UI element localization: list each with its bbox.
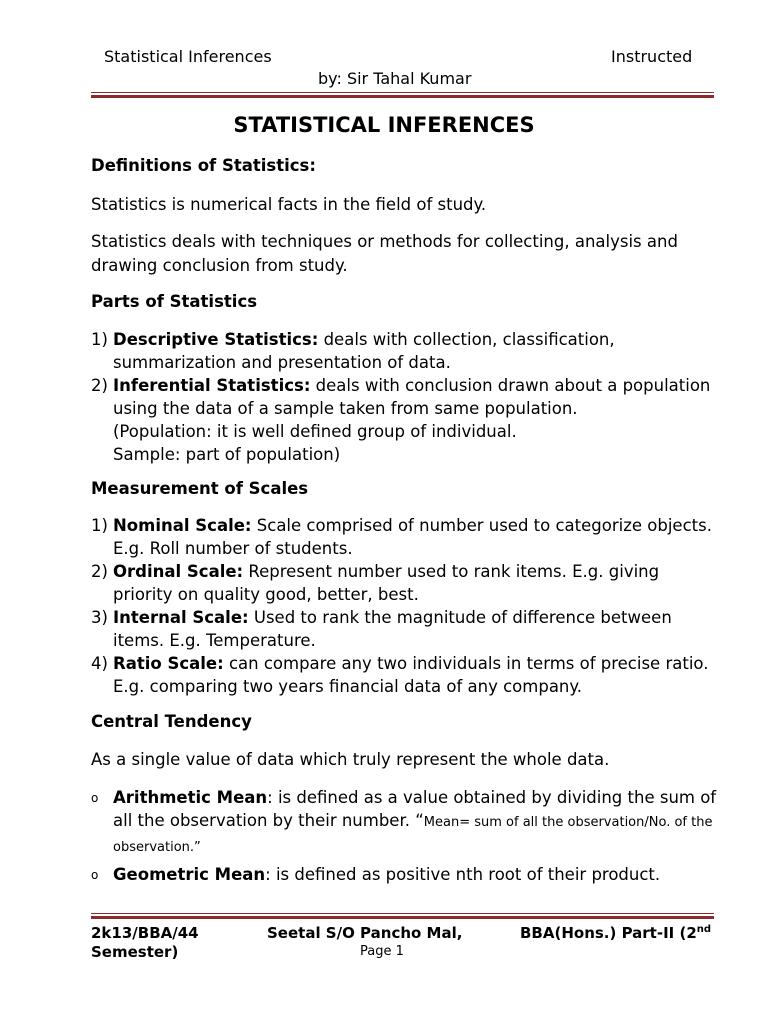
item-text: Scale comprised of number used to categorize objects. E.g. Roll number of students. [113, 516, 712, 558]
list-item [91, 652, 721, 698]
item-number: 1) [91, 330, 108, 349]
list-item [91, 863, 721, 886]
footer-author-name: Seetal S/O Pancho Mal, [267, 924, 463, 942]
item-term: Nominal Scale: [113, 516, 252, 535]
list-item [91, 374, 721, 466]
footer-course: BBA(Hons.) Part-II (2nd [520, 924, 712, 942]
item-small-text: Mean= sum of all the observation/No. of the observation.” [113, 815, 713, 855]
item-number: 2) [91, 562, 108, 581]
header-author: by: Sir Tahal Kumar [318, 69, 472, 88]
scales-heading: Measurement of Scales [91, 479, 309, 498]
page-number: Page 1 [360, 944, 404, 959]
item-term: Ordinal Scale: [113, 562, 244, 581]
item-term: Internal Scale: [113, 608, 249, 627]
page-title: STATISTICAL INFERENCES [233, 113, 535, 137]
list-item [91, 786, 721, 859]
central-p1: As a single value of data which truly represent the whole data. [91, 750, 610, 769]
header-right: Instructed [611, 47, 693, 66]
item-number: 3) [91, 608, 108, 627]
list-item [91, 514, 721, 560]
item-term: Descriptive Statistics: [113, 330, 319, 349]
list-item [91, 560, 721, 606]
footer-course-sup: nd [696, 924, 712, 935]
item-text: can compare any two individuals in terms of precise ratio. E.g. comparing two years financial data of any company. [113, 654, 709, 696]
list-item [91, 328, 721, 374]
parts-heading: Parts of Statistics [91, 292, 258, 311]
scales-list [91, 514, 721, 698]
item-number: 2) [91, 376, 108, 395]
item-term: Geometric Mean [113, 865, 266, 884]
item-text: deals with collection, classification, summarization and presentation of data. [113, 330, 615, 372]
header-left: Statistical Inferences [104, 47, 272, 66]
item-text: : is defined as positive nth root of their product. [265, 865, 661, 884]
central-list [91, 786, 721, 886]
central-heading: Central Tendency [91, 712, 252, 731]
item-text: : is defined as a value obtained by dividing the sum of all the observation by their number. “ [113, 788, 717, 830]
bullet-marker: o [91, 791, 99, 805]
list-item [91, 606, 721, 652]
definitions-heading: Definitions of Statistics: [91, 156, 316, 175]
item-text: Represent number used to rank items. E.g. giving priority on quality good, better, best. [113, 562, 660, 604]
bullet-marker: o [91, 868, 99, 882]
parts-list [91, 328, 721, 466]
item-number: 1) [91, 516, 108, 535]
item-term: Arithmetic Mean [113, 788, 268, 807]
item-text: Used to rank the magnitude of difference between items. E.g. Temperature. [113, 608, 672, 650]
footer-semester: Semester) [91, 943, 179, 961]
item-number: 4) [91, 654, 108, 673]
definitions-p1: Statistics is numerical facts in the field of study. [91, 195, 487, 214]
footer-rule [91, 913, 714, 919]
item-text: deals with conclusion drawn about a population using the data of a sample taken from same population. [113, 376, 711, 418]
item-note: (Population: it is well defined group of individual. [113, 422, 517, 441]
footer-roll-number: 2k13/BBA/44 [91, 924, 199, 942]
definitions-p2: Statistics deals with techniques or methods for collecting, analysis and drawing conclusion from study. [91, 232, 678, 275]
item-note: Sample: part of population) [113, 445, 341, 464]
item-term: Ratio Scale: [113, 654, 224, 673]
header-rule [91, 92, 714, 98]
item-term: Inferential Statistics: [113, 376, 311, 395]
